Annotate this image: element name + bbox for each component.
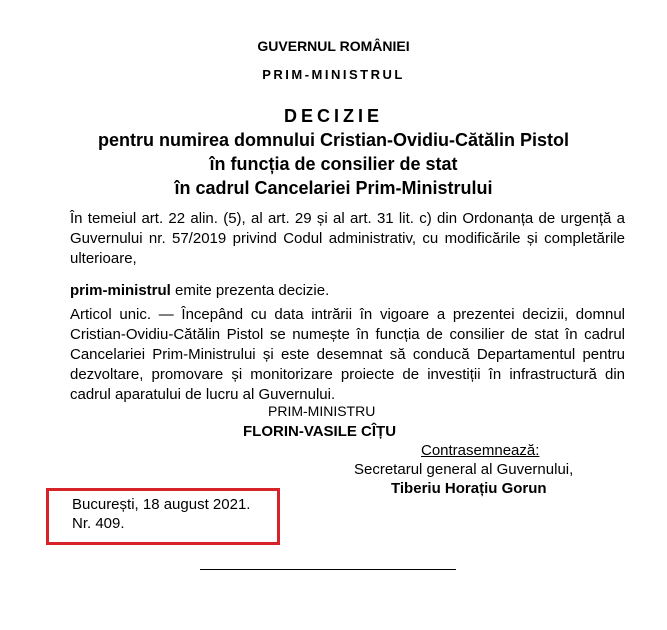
bottom-rule — [200, 569, 456, 570]
issuer-statement — [70, 281, 625, 301]
decision-number: Nr. 409. — [72, 515, 125, 532]
signatory-name: FLORIN-VASILE CÎȚU — [243, 423, 397, 440]
document-type: DECIZIE — [283, 106, 383, 126]
secretary-title: Secretarul general al Guvernului, — [354, 461, 574, 478]
article-text: Articol unic. — Începând cu data intrării în vigoare a prezentei decizii, domnul Cristian-Ovidiu-Cătălin Pistol se numește în funcția de consilier de stat în cadrul Cancelariei Prim-Ministrului și este desemnat să conducă Departamentul pentru dezvoltare, promovare și monitorizare proiecte de investiții în infrastructură din cadrul aparatului de lucru al Guvernului. — [70, 306, 625, 403]
signatory-role: PRIM-MINISTRU — [268, 403, 376, 419]
subject-line-3: în cadrul Cancelariei Prim-Ministrului — [174, 178, 493, 198]
preamble-paragraph — [70, 209, 625, 269]
secretary-name: Tiberiu Horațiu Gorun — [391, 480, 547, 497]
issuer-heading: GUVERNUL ROMÂNIEI — [257, 38, 410, 54]
article-paragraph — [70, 305, 625, 405]
issuer-statement-bold: prim-ministrul — [70, 282, 171, 299]
subject-line-1: pentru numirea domnului Cristian-Ovidiu-Cătălin Pistol — [97, 130, 570, 150]
countersign-label: Contrasemnează: — [421, 442, 540, 459]
issuer-statement-rest: emite prezenta decizie. — [170, 282, 330, 299]
preamble-text: În temeiul art. 22 alin. (5), al art. 29 și al art. 31 lit. c) din Ordonanța de urgență a Guvernului nr. 57/2019 privind Codul administrativ, cu modificările și completările ulterioare, — [70, 210, 625, 267]
issuer-role: PRIM-MINISTRUL — [262, 67, 405, 82]
subject-line-2: în funcția de consilier de stat — [209, 154, 458, 174]
place-and-date: București, 18 august 2021. — [72, 496, 251, 513]
